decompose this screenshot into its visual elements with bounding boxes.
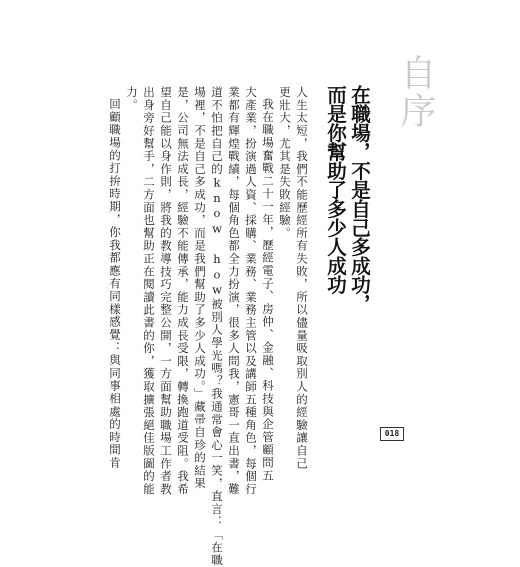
headline-line-1: 在職場，不是自己多成功， [348, 85, 371, 313]
body-column: 人生太短，我們不能歷經所有失敗，所以儘量吸取別人的經驗讓自己 [295, 86, 309, 470]
section-title: 自序 [395, 54, 436, 130]
body-column: 大產業，扮演過人資、採購、業務、業務主管以及講師五種角色，每個行 [244, 86, 258, 496]
body-column: 更壯大，尤其是失敗經驗。 [278, 86, 292, 240]
body-column: 我在職場奮戰二十一年，歷經電子、房仲、金融、科技與企管顧問五 [261, 98, 275, 482]
body-column: 出身旁好幫手，二方面也幫助正在閱讀此書的你，獲取擴張絕佳版圖的能 [142, 86, 156, 496]
body-column: 回顧職場的打拚時期，你我都應有同樣感覺：與同事相處的時間肯 [108, 98, 122, 470]
body-column: 是，公司無法成長，經驗不能傳承，能力成長受限，轉換跑道受阻。我希 [176, 86, 190, 496]
body-column: 業都有輝煌戰績，每個角色都全力扮演，很多人問我，憲哥一直出書，難 [227, 86, 241, 496]
body-column: 力。 [125, 86, 139, 112]
headline-line-2: 而是你幫助了多少人成功 [324, 85, 347, 294]
body-column: 道不怕把自己的know how被別人學光嗎？我通常會心一笑，直言：「在職 [210, 86, 224, 567]
page-number: 018 [380, 427, 404, 441]
body-column: 望自己能以身作則，將我的教導技巧完整公開，一方面幫助職場工作者教 [159, 86, 173, 496]
body-column: 場裡，不是自己多成功，而是我們幫助了多少人成功。」藏帚自珍的結果 [193, 86, 207, 490]
